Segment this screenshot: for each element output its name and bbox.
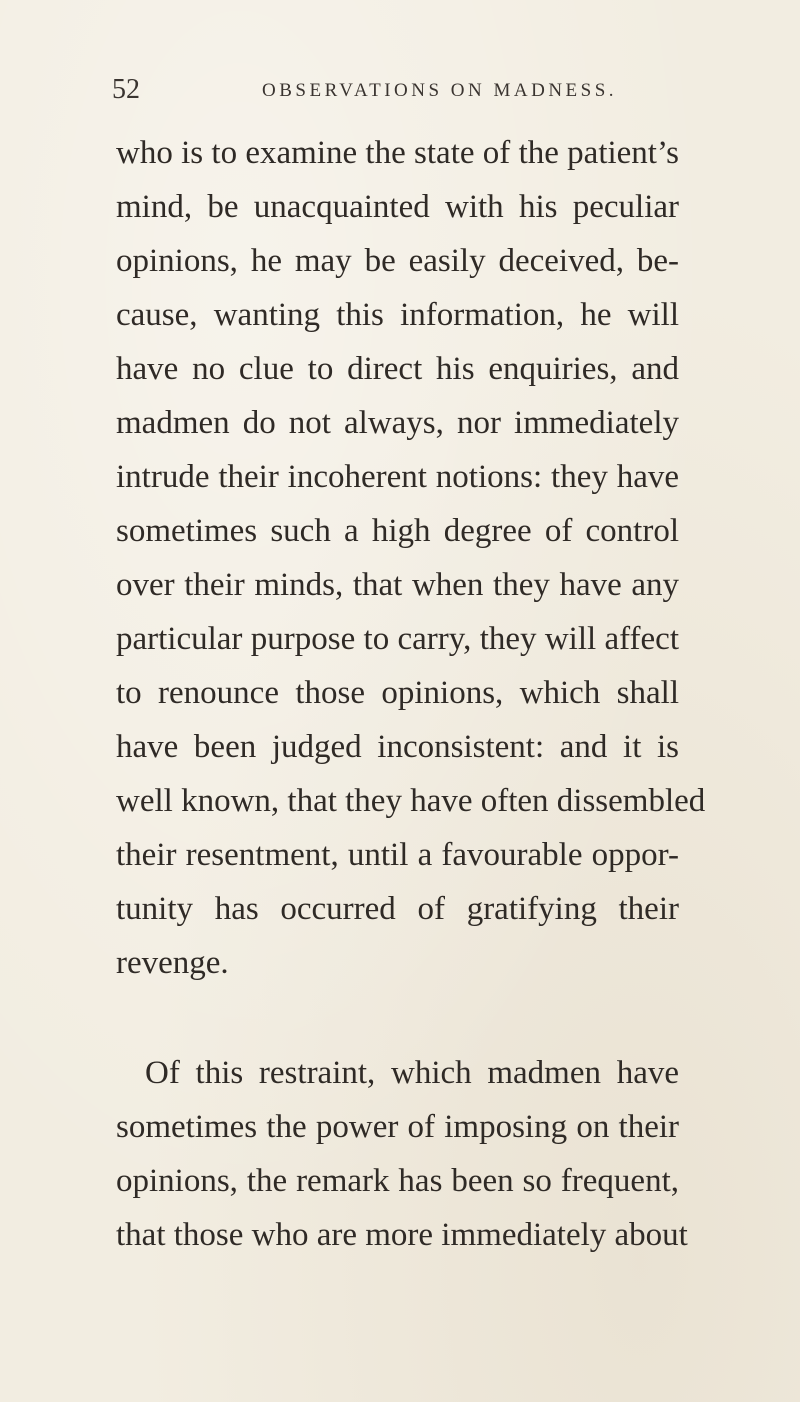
paragraph-1 [116, 126, 706, 990]
text-line: who is to examine the state of the patient’s [116, 135, 679, 171]
text-line: sometimes the power of imposing on their [116, 1109, 679, 1145]
text-line: over their minds, that when they have any [116, 567, 679, 603]
text-line: madmen do not always, nor immediately [116, 405, 679, 441]
text-line: opinions, he may be easily deceived, be- [116, 243, 679, 279]
running-title: OBSERVATIONS ON MADNESS. [262, 80, 618, 101]
paragraph-spacer [116, 990, 679, 1046]
text-line: have no clue to direct his enquiries, and [116, 351, 679, 387]
text-line: opinions, the remark has been so frequent, [116, 1163, 679, 1199]
text-line: particular purpose to carry, they will affect [116, 621, 679, 657]
body-text [116, 126, 706, 1262]
text-line: mind, be unacquainted with his peculiar [116, 189, 679, 225]
text-line: their resentment, until a favourable oppor- [116, 837, 679, 873]
text-line: intrude their incoherent notions: they have [116, 459, 679, 495]
text-line: Of this restraint, which madmen have [145, 1055, 679, 1091]
running-header [112, 74, 672, 110]
text-line: have been judged inconsistent: and it is [116, 729, 679, 765]
text-line: cause, wanting this information, he will [116, 297, 679, 333]
text-line: revenge. [116, 945, 229, 981]
text-line: to renounce those opinions, which shall [116, 675, 679, 711]
text-line: that those who are more immediately about [116, 1217, 688, 1253]
text-line: tunity has occurred of gratifying their [116, 891, 679, 927]
text-line: sometimes such a high degree of control [116, 513, 679, 549]
paragraph-2 [116, 1046, 688, 1262]
page-number: 52 [112, 74, 140, 105]
text-line: well known, that they have often dissembled [116, 783, 706, 819]
